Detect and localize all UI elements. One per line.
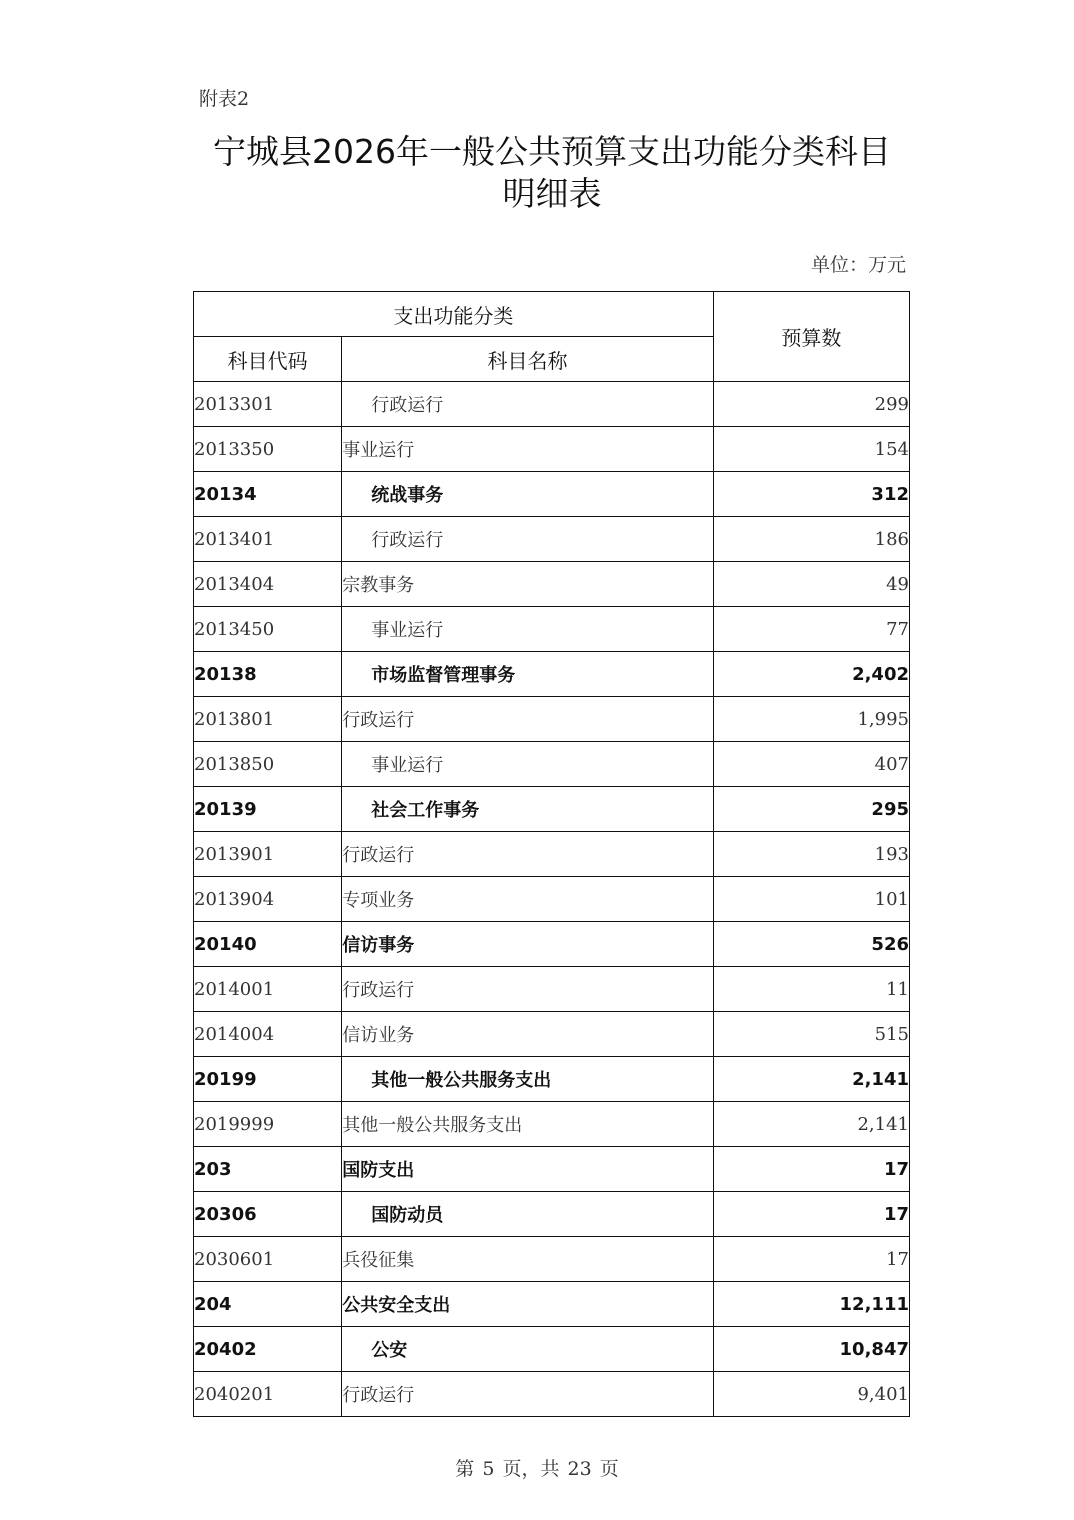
- row-amount: 2,141: [713, 1057, 909, 1102]
- table-row: [194, 1102, 910, 1147]
- row-code: 20139: [194, 787, 342, 832]
- row-amount: 17: [713, 1237, 909, 1282]
- row-name: 事业运行: [342, 742, 714, 787]
- row-code: 20402: [194, 1327, 342, 1372]
- row-code: 2019999: [194, 1102, 342, 1147]
- table-row: [194, 1012, 910, 1057]
- header-group: 支出功能分类: [194, 292, 714, 337]
- table-row: [194, 1147, 910, 1192]
- row-amount: 312: [713, 472, 909, 517]
- row-amount: 515: [713, 1012, 909, 1057]
- table-row: [194, 832, 910, 877]
- row-code: 2040201: [194, 1372, 342, 1417]
- table-row: [194, 1372, 910, 1417]
- table-row: [194, 787, 910, 832]
- row-name: 事业运行: [342, 427, 714, 472]
- row-name: 国防动员: [342, 1192, 714, 1237]
- table-row: [194, 742, 910, 787]
- row-amount: 2,402: [713, 652, 909, 697]
- page-title-line-2: 明细表: [502, 174, 602, 213]
- row-amount: 407: [713, 742, 909, 787]
- row-amount: 9,401: [713, 1372, 909, 1417]
- table-row: [194, 1327, 910, 1372]
- row-amount: 186: [713, 517, 909, 562]
- row-code: 2013404: [194, 562, 342, 607]
- row-code: 20306: [194, 1192, 342, 1237]
- table-row: [194, 697, 910, 742]
- table-row: [194, 1282, 910, 1327]
- row-code: 20199: [194, 1057, 342, 1102]
- row-name: 公安: [342, 1327, 714, 1372]
- row-amount: 2,141: [713, 1102, 909, 1147]
- row-amount: 193: [713, 832, 909, 877]
- row-name: 行政运行: [342, 382, 714, 427]
- row-code: 20134: [194, 472, 342, 517]
- table-row: [194, 472, 910, 517]
- row-amount: 10,847: [713, 1327, 909, 1372]
- row-name: 宗教事务: [342, 562, 714, 607]
- row-name: 兵役征集: [342, 1237, 714, 1282]
- page-footer: 第 5 页，共 23 页: [455, 1458, 619, 1480]
- row-name: 行政运行: [342, 517, 714, 562]
- row-amount: 101: [713, 877, 909, 922]
- row-name: 国防支出: [342, 1147, 714, 1192]
- row-name: 其他一般公共服务支出: [342, 1057, 714, 1102]
- table-row: [194, 1237, 910, 1282]
- row-name: 社会工作事务: [342, 787, 714, 832]
- row-code: 2013450: [194, 607, 342, 652]
- row-code: 2013350: [194, 427, 342, 472]
- row-code: 2014004: [194, 1012, 342, 1057]
- row-amount: 295: [713, 787, 909, 832]
- budget-table: [193, 291, 910, 1417]
- row-name: 专项业务: [342, 877, 714, 922]
- row-name: 公共安全支出: [342, 1282, 714, 1327]
- row-name: 其他一般公共服务支出: [342, 1102, 714, 1147]
- row-code: 2014001: [194, 967, 342, 1012]
- row-name: 行政运行: [342, 967, 714, 1012]
- row-code: 2013904: [194, 877, 342, 922]
- row-amount: 299: [713, 382, 909, 427]
- page-title-line-1: 宁城县2026年一般公共预算支出功能分类科目: [213, 132, 891, 171]
- header-amount: 预算数: [713, 292, 909, 382]
- row-code: 203: [194, 1147, 342, 1192]
- row-amount: 49: [713, 562, 909, 607]
- header-name: 科目名称: [342, 337, 714, 382]
- row-name: 信访业务: [342, 1012, 714, 1057]
- table-row: [194, 517, 910, 562]
- row-name: 事业运行: [342, 607, 714, 652]
- row-name: 信访事务: [342, 922, 714, 967]
- row-code: 2013801: [194, 697, 342, 742]
- row-code: 2013850: [194, 742, 342, 787]
- row-name: 市场监督管理事务: [342, 652, 714, 697]
- row-amount: 154: [713, 427, 909, 472]
- unit-label: 单位：万元: [810, 254, 906, 276]
- table-row: [194, 967, 910, 1012]
- row-code: 20140: [194, 922, 342, 967]
- table-row: [194, 1057, 910, 1102]
- header-code: 科目代码: [194, 337, 342, 382]
- row-code: 20138: [194, 652, 342, 697]
- row-amount: 11: [713, 967, 909, 1012]
- table-row: [194, 877, 910, 922]
- row-name: 行政运行: [342, 697, 714, 742]
- row-name: 统战事务: [342, 472, 714, 517]
- table-row: [194, 562, 910, 607]
- row-name: 行政运行: [342, 1372, 714, 1417]
- table-row: [194, 427, 910, 472]
- table-row: [194, 922, 910, 967]
- row-amount: 1,995: [713, 697, 909, 742]
- row-code: 2013901: [194, 832, 342, 877]
- table-body: [194, 382, 910, 1417]
- row-code: 2013401: [194, 517, 342, 562]
- row-name: 行政运行: [342, 832, 714, 877]
- row-amount: 77: [713, 607, 909, 652]
- page-title: [0, 131, 1074, 215]
- attachment-label: 附表2: [199, 88, 250, 110]
- row-amount: 526: [713, 922, 909, 967]
- row-code: 2013301: [194, 382, 342, 427]
- table-row: [194, 1192, 910, 1237]
- row-code: 204: [194, 1282, 342, 1327]
- table-row: [194, 382, 910, 427]
- row-amount: 12,111: [713, 1282, 909, 1327]
- row-amount: 17: [713, 1147, 909, 1192]
- table-row: [194, 607, 910, 652]
- row-amount: 17: [713, 1192, 909, 1237]
- table-row: [194, 652, 910, 697]
- row-code: 2030601: [194, 1237, 342, 1282]
